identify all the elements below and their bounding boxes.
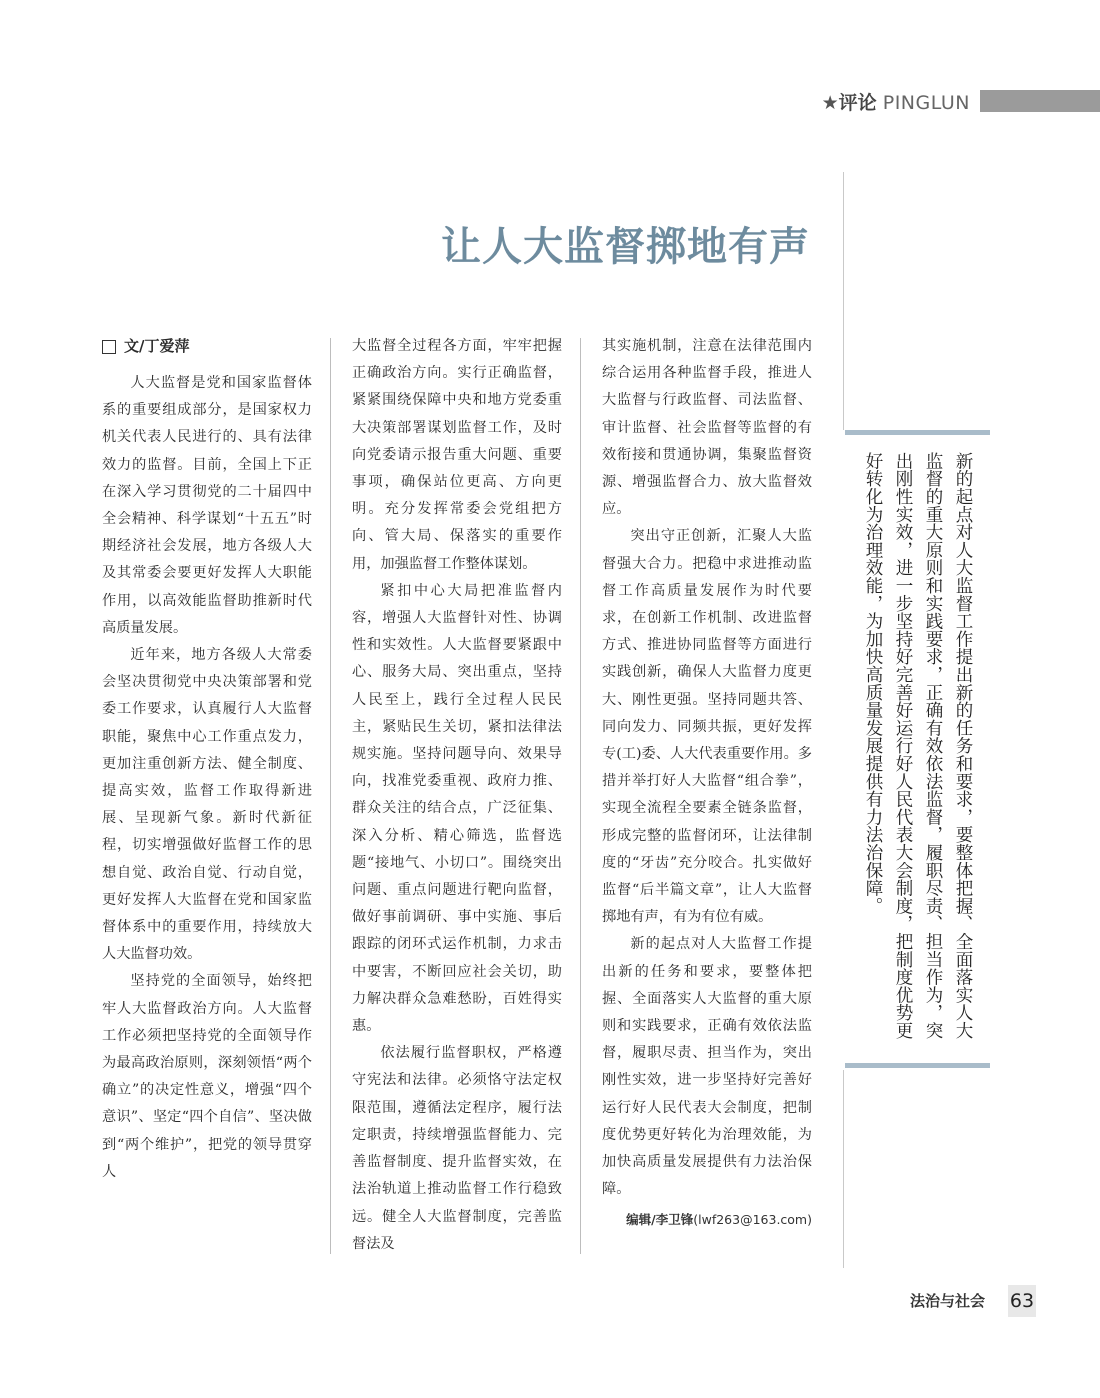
paragraph: 依法履行监督职权，严格遵守宪法和法律。必须恪守法定权限范围，遵循法定程序，履行法定职责，持续增强监督能力、完善监督制度、提升监督实效，在法治轨道上推动监督工作行稳致远。健全人大监督制度，完善监督法及 (352, 1045, 562, 1252)
section-header (822, 90, 1100, 112)
text-column-1 (102, 333, 312, 1186)
section-name-cn: 评论 (838, 91, 877, 114)
editor-email: (lwf263@163.com) (693, 1211, 812, 1227)
magazine-name: 法治与社会 (909, 1292, 985, 1310)
editor-name: 编辑/李卫锋 (626, 1211, 694, 1227)
author: 文/丁爱萍 (124, 337, 190, 355)
pull-quote: 新的起点对人大监督工作提出新的任务和要求，要整体把握、全面落实人大监督的重大原则和实践要求，正确有效依法监督，履职尽责、担当作为，突出刚性实效，进一步坚持好完善好运行好人民代表大会制度，把制度优势更好转化为治理效能，为加快高质量发展提供有力法治保障。 (863, 452, 973, 1040)
star-icon: ★ (821, 91, 839, 114)
paragraph: 紧扣中心大局把准监督内容，增强人大监督针对性、协调性和实效性。人大监督要紧跟中心、服务大局、突出重点，坚持人民至上，践行全过程人民民主，紧贴民生关切，紧扣法律法规实施。坚持问题导向、效果导向，找准党委重视、政府力推、群众关注的结合点，广泛征集、深入分析、精心筛选，监督选题“接地气、小切口”。围绕突出问题、重点问题进行靶向监督，做好事前调研、事中实施、事后跟踪的闭环式运作机制，力求击中要害，不断回应社会关切，助力解决群众急难愁盼，百姓得实惠。 (352, 582, 562, 1035)
pull-quote-rule-bottom (845, 1063, 990, 1068)
section-label (822, 88, 970, 115)
divider-line-bottom (843, 1070, 844, 1268)
pull-quote-rule-top (845, 430, 990, 435)
section-name-en: PINGLUN (882, 91, 970, 114)
article-title: 让人大监督掷地有声 (441, 224, 810, 270)
divider-line-top (843, 172, 844, 430)
paragraph: 近年来，地方各级人大常委会坚决贯彻党中央决策部署和党委工作要求，认真履行人大监督职能，聚焦中心工作重点发力，更加注重创新方法、健全制度、提高实效，监督工作取得新进展、呈现新气象。新时代新征程，切实增强做好监督工作的思想自觉、政治自觉、行动自觉，更好发挥人大监督在党和国家监督体系中的重要作用，持续放大人大监督功效。 (102, 647, 312, 963)
text-column-3 (602, 333, 812, 1233)
paragraph: 新的起点对人大监督工作提出新的任务和要求，要整体把握、全面落实人大监督的重大原则和实践要求，正确有效依法监督，履职尽责、担当作为，突出刚性实效，进一步坚持好完善好运行好人民代表大会制度，把制度优势更好转化为治理效能，为加快高质量发展提供有力法治保障。 (602, 936, 812, 1198)
editor-credit (602, 1206, 812, 1233)
page-number: 63 (1008, 1285, 1036, 1317)
paragraph: 其实施机制，注意在法律范围内综合运用各种监督手段，推进人大监督与行政监督、司法监督、审计监督、社会监督等监督的有效衔接和贯通协调，集聚监督资源、增强监督合力、放大监督效应。 (602, 338, 812, 518)
text-column-2 (352, 333, 562, 1258)
square-icon (102, 340, 116, 354)
column-separator (580, 338, 581, 1254)
paragraph: 人大监督是党和国家监督体系的重要组成部分，是国家权力机关代表人民进行的、具有法律效力的监督。目前，全国上下正在深入学习贯彻党的二十届四中全会精神、科学谋划“十五五”时期经济社会发展，地方各级人大及其常委会要更好发挥人大职能作用，以高效能监督助推新时代高质量发展。 (102, 375, 312, 636)
paragraph: 大监督全过程各方面，牢牢把握正确政治方向。实行正确监督，紧紧围绕保障中央和地方党委重大决策部署谋划监督工作，及时向党委请示报告重大问题、重要事项，确保站位更高、方向更明。充分发挥常委会党组把方向、管大局、保落实的重要作用，加强监督工作整体谋划。 (352, 338, 562, 572)
paragraph: 突出守正创新，汇聚人大监督强大合力。把稳中求进推动监督工作高质量发展作为时代要求，在创新工作机制、改进监督方式、推进协同监督等方面进行实践创新，确保人大监督力度更大、刚性更强。坚持同题共答、同向发力、同频共振，更好发挥专(工)委、人大代表重要作用。多措并举打好人大监督“组合拳”，实现全流程全要素全链条监督，形成完整的监督闭环，让法律制度的“牙齿”充分咬合。扎实做好监督“后半篇文章”，让人大监督掷地有声，有为有位有威。 (602, 528, 812, 926)
column-separator (330, 338, 331, 1254)
paragraph: 坚持党的全面领导，始终把牢人大监督政治方向。人大监督工作必须把坚持党的全面领导作为最高政治原则，深刻领悟“两个确立”的决定性意义，增强“四个意识”、坚定“四个自信”、坚决做到“两个维护”，把党的领导贯穿人 (102, 973, 312, 1180)
byline (102, 333, 312, 360)
header-bar (980, 90, 1100, 112)
